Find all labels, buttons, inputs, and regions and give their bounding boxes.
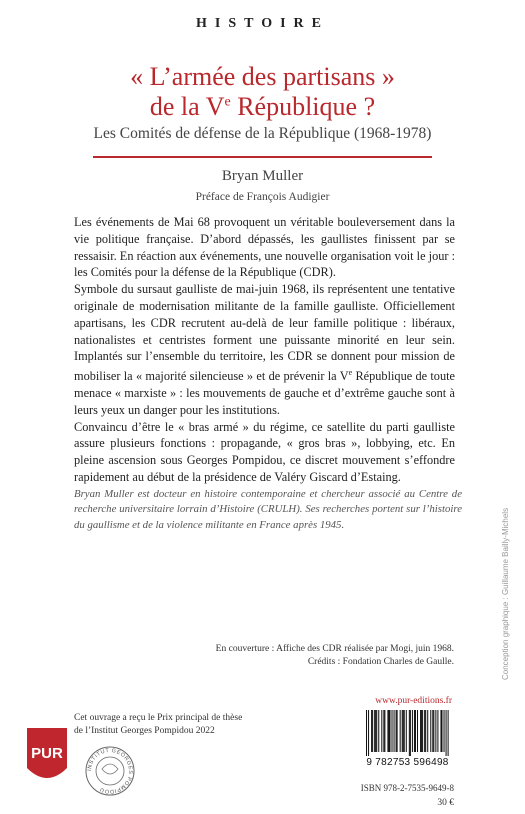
cover-credit-line-1: En couverture : Affiche des CDR réalisée par Mogi, juin 1968.: [215, 644, 454, 654]
book-title-line-2: [0, 92, 525, 122]
barcode-bar: [389, 710, 390, 752]
price: 30 €: [437, 798, 454, 808]
cover-credit: [214, 643, 454, 669]
cover-credit-line-2: Crédits : Fondation Charles de Gaulle.: [307, 657, 454, 667]
barcode-bar: [412, 710, 413, 752]
barcode-bar: [448, 710, 449, 756]
title-line-2-post: République ?: [230, 92, 376, 121]
barcode-bar: [366, 710, 367, 756]
blurb-p2-pre: Symbole du sursaut gaulliste de mai-juin 1968, ils représentent une tentative originale de modernisation militante de la famille gaulliste. Officiellement apartisans, les CDR recrutent au-delà de leur famille politique : libéraux, nationalistes et centristes forment une puissante minorité en leur sein. Implantés sur l’ensemble du territoire, les CDR se donnent pour mission de mobiliser la « majorité silencieuse » et de prévenir la V: [74, 282, 455, 384]
barcode-bar: [374, 710, 375, 752]
barcode-bar: [372, 710, 373, 752]
prize-note-line-2: de l’Institut Georges Pompidou 2022: [74, 726, 215, 736]
barcode-bar: [368, 710, 369, 756]
barcode-bar: [378, 710, 379, 752]
barcode-bars: [366, 710, 450, 756]
barcode-bar: [402, 710, 403, 752]
blurb-p2-superscript: e: [348, 368, 353, 378]
isbn-number: ISBN 978-2-7535-9649-8: [360, 783, 454, 793]
barcode-bar: [433, 710, 434, 752]
barcode-bar: [414, 710, 415, 752]
barcode-bar: [422, 710, 423, 752]
back-cover-blurb: [74, 214, 455, 486]
barcode-bar: [424, 710, 425, 752]
barcode-bar: [430, 710, 431, 752]
barcode-bar: [384, 710, 385, 752]
barcode-bar: [432, 710, 433, 752]
institute-logo-icon: [84, 745, 136, 797]
isbn-barcode: [360, 706, 455, 770]
barcode-bar: [400, 710, 401, 752]
barcode-bar: [427, 710, 428, 752]
barcode-bar: [375, 710, 376, 752]
barcode-bar: [404, 710, 405, 752]
barcode-bar: [403, 710, 404, 752]
barcode-bar: [376, 710, 377, 752]
svg-text:INSTITUT GEORGES POMPIDOU: [87, 748, 133, 794]
prize-note: [74, 712, 264, 738]
barcode-bar: [396, 710, 397, 752]
barcode-bar: [388, 710, 389, 752]
barcode-bar: [381, 710, 382, 752]
barcode-bar: [420, 710, 421, 752]
barcode-bar: [394, 710, 395, 752]
barcode-bar: [437, 710, 438, 752]
barcode-bar: [417, 710, 418, 752]
barcode-digits: 9 782753 596498: [366, 757, 449, 768]
book-subtitle: Les Comités de défense de la République (1968-1978): [93, 125, 432, 142]
title-divider: [93, 156, 432, 158]
barcode-bar: [415, 710, 416, 752]
institute-logo-text: INSTITUT GEORGES POMPIDOU: [86, 747, 134, 795]
barcode-bar: [387, 710, 388, 752]
title-line-2-pre: de la V: [149, 92, 225, 121]
blurb-paragraph-1: Les événements de Mai 68 provoquent un véritable bouleversement dans la vie politique française. D’abord dépassés, les gaullistes finissent par se ressaisir. En réaction aux événements, une nouvelle organisation voit le jour : les Comités pour la défense de la République (CDR).: [74, 215, 455, 280]
title-superscript: e: [224, 94, 231, 110]
series-label: HISTOIRE: [196, 16, 329, 31]
pur-logo-icon: [27, 728, 67, 782]
barcode-bar: [446, 710, 447, 756]
blurb-paragraph-2: [74, 281, 455, 418]
blurb-p2-post: République de toute menace « marxiste » : les mouvements de gauche et d’extrême gauche sont à leurs yeux un danger pour les institutions.: [74, 369, 455, 417]
barcode-bar: [444, 710, 445, 752]
barcode-bar: [392, 710, 393, 752]
barcode-bar: [441, 710, 442, 752]
pur-logo-text: PUR: [31, 745, 63, 762]
barcode-bar: [406, 710, 407, 752]
author-bio: Bryan Muller est docteur en histoire contemporaine et chercheur associé au Centre de recherche universitaire lorrain d’Histoire (CRULH). Ses recherches portent sur l’histoire du gaullisme et de la violence militante en France après 1945.: [74, 488, 462, 531]
barcode-bar: [410, 710, 411, 756]
preface-credit: Préface de François Audigier: [195, 191, 330, 203]
barcode-bar: [440, 710, 441, 752]
barcode-bar: [397, 710, 398, 752]
barcode-bar: [371, 710, 372, 752]
barcode-bar: [435, 710, 436, 752]
design-credit: Conception graphique : Guillaume Bailly-Michels: [501, 507, 510, 680]
barcode-bar: [383, 710, 384, 752]
publisher-website[interactable]: www.pur-editions.fr: [375, 696, 452, 706]
barcode-bar: [409, 710, 410, 756]
barcode-bar: [425, 710, 426, 752]
barcode-bar: [421, 710, 422, 752]
book-title-line-1: « L’armée des partisans »: [130, 62, 395, 91]
blurb-paragraph-3: Convaincu d’être le « bras armé » du régime, ce satellite du parti gaulliste assure plusieurs fonctions : propagande, « gros bras », lobbying, etc. En pleine ascension sous Georges Pompidou, ce discret mouvement s’effondre rapidement au début de la présidence de Valéry Giscard d’Estaing.: [74, 419, 455, 485]
prize-note-line-1: Cet ouvrage a reçu le Prix principal de thèse: [74, 713, 243, 723]
author-name: Bryan Muller: [221, 168, 304, 184]
